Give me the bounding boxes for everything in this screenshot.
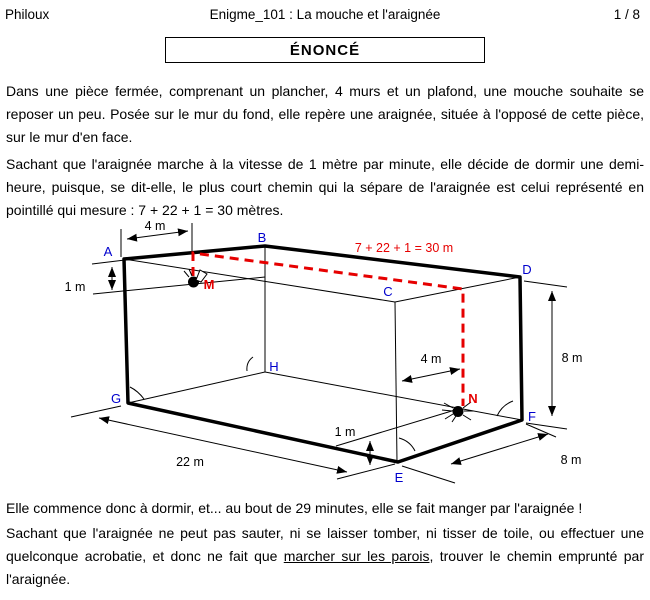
header-author: Philoux xyxy=(5,7,50,22)
vertex-label-f: F xyxy=(528,409,536,424)
vertex-label-b: B xyxy=(257,230,267,245)
dim-label-width-8m: 8 m xyxy=(560,453,582,467)
enonce-banner-label: ÉNONCÉ xyxy=(289,41,361,59)
dim-label-ceiling-4m: 4 m xyxy=(144,219,166,233)
paragraph-intro: Dans une pièce fermée, comprenant un plancher, 4 murs et un plafond, une mouche souhaite se reposer un peu. Posée sur le mur du fond, elle repère une araignée, située à l'opposé de cette pièce, sur le mur d'en face. xyxy=(6,83,644,145)
spider-point-label: N xyxy=(468,391,478,406)
fly-point-label: M xyxy=(203,277,215,292)
paragraph-shortest-path-claim: Sachant que l'araignée marche à la vitesse de 1 mètre par minute, elle décide de dormir une demi-heure, puisque, se dit-elle, le plus court chemin qui la sépare de l'araignée est celui représenté en pointillé qui mesure : 7 + 22 + 1 = 30 mètres. xyxy=(6,156,644,218)
dim-label-fly-1m: 1 m xyxy=(64,280,86,294)
dim-label-height-8m: 8 m xyxy=(561,351,583,365)
dim-label-wall-4m: 4 m xyxy=(420,352,442,366)
vertex-label-a: A xyxy=(103,244,113,259)
dimension-arrows xyxy=(99,231,552,472)
vertex-label-e: E xyxy=(394,470,404,485)
dim-label-spider-1m: 1 m xyxy=(334,425,356,439)
question-text-after: , trouver le chemin emprunté par l'araignée. xyxy=(6,548,644,587)
dim-label-length-22m: 22 m xyxy=(176,455,204,469)
question-underlined-text: marcher sur les parois xyxy=(283,548,430,564)
paragraph-question xyxy=(6,522,644,591)
header-page-number: 1 / 8 xyxy=(613,7,640,22)
vertex-label-d: D xyxy=(522,262,532,277)
vertex-label-h: H xyxy=(269,359,279,374)
vertex-label-g: G xyxy=(110,391,122,406)
vertex-label-c: C xyxy=(383,284,393,299)
path-length-label: 7 + 22 + 1 = 30 m xyxy=(354,241,454,255)
paragraph-ending: Elle commence donc à dormir, et... au bout de 29 minutes, elle se fait manger par l'araignée ! xyxy=(6,500,583,516)
header-title: Enigme_101 : La mouche et l'araignée xyxy=(209,7,441,22)
question-text-before: Sachant que l'araignée ne peut pas sauter, ni se laisser tomber, ni tisser de toile, ou effectuer une quelconque acrobatie, et donc ne fait que xyxy=(6,525,644,564)
